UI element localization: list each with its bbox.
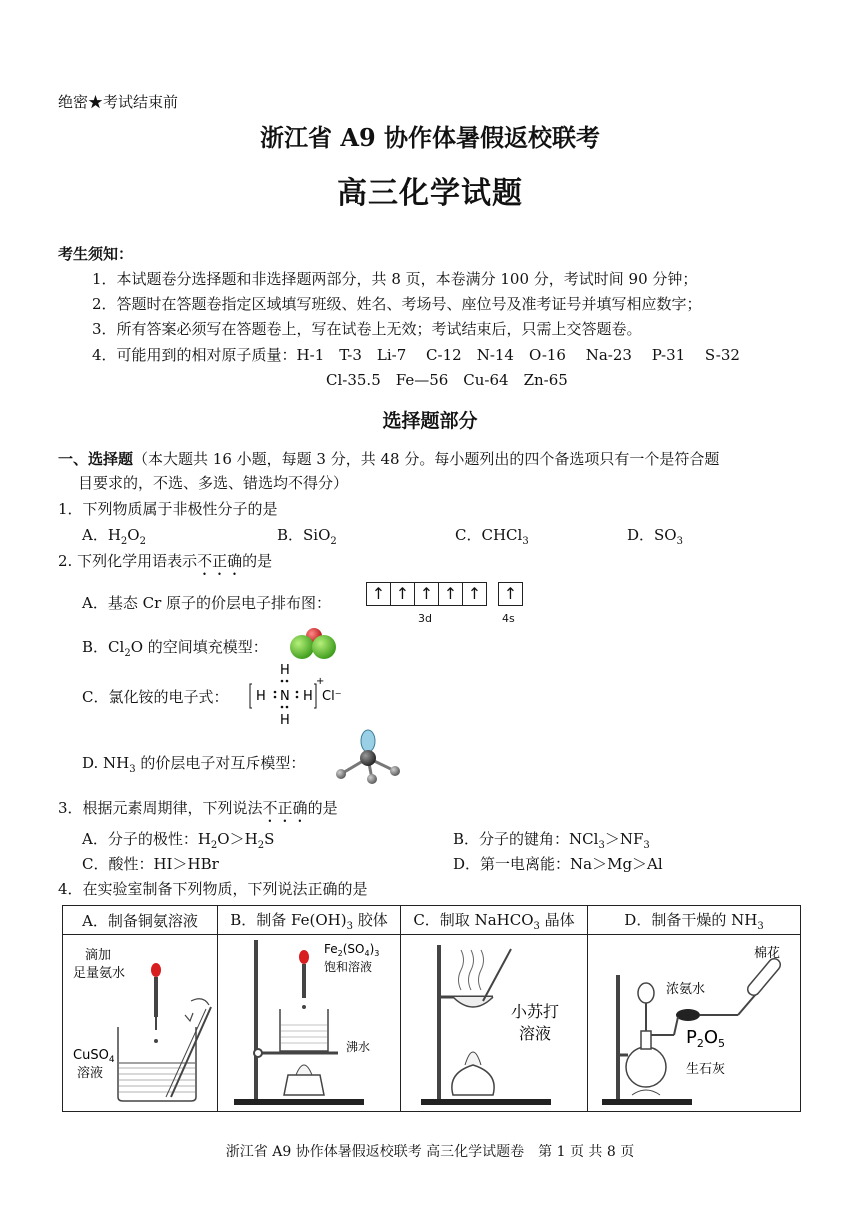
- lab-apparatus-table: [62, 905, 801, 1112]
- q2-b-t2: O 的空间填充模型：: [130, 638, 268, 656]
- iron-stand-rod: [437, 945, 441, 1101]
- orbital-box: ↑: [415, 583, 439, 605]
- q3-a-s2: 2: [257, 840, 265, 851]
- q3-b-s2: 3: [643, 840, 650, 851]
- label-fe2so43: $Fe_2(SO_4)_3$: [324, 942, 380, 958]
- q3-option-c: C．酸性：HI＞HBr: [82, 855, 219, 873]
- steam: [459, 950, 484, 990]
- notice-item-3: 3．所有答案必须写在答题卷上，写在试卷上无效；考试结束后，只需上交答题卷。: [92, 320, 642, 338]
- nh4cl-electron-formula: [246, 660, 356, 728]
- q3-a-t2: O＞H: [217, 830, 258, 848]
- q1-c-t: C．CHCl: [455, 526, 523, 544]
- apparatus-c: [401, 935, 588, 1112]
- q3-option-d: D．第一电离能：Na＞Mg＞Al: [453, 855, 663, 873]
- exam-subtitle: 高三化学试题: [337, 176, 523, 211]
- separatory-funnel: [638, 983, 654, 1003]
- dropper-bulb: [299, 950, 309, 964]
- q2-option-b: [82, 636, 268, 659]
- q3-stem-pre: 3．根据元素周期律，下列说法: [58, 799, 263, 817]
- apparatus-c-drawing: [401, 935, 587, 1107]
- h-right: H: [303, 689, 313, 704]
- col-b-s: 3: [346, 920, 353, 932]
- glass-rod: [483, 949, 511, 1001]
- q3-b-t1: B．分子的键角：NCl: [453, 830, 599, 848]
- q1-a-s2: 2: [139, 536, 146, 547]
- charge-plus: +: [316, 676, 325, 687]
- orbital-box: ↑: [467, 584, 482, 603]
- part1-desc-2: 目要求的，不选、多选、错选均不得分）: [78, 474, 349, 492]
- q2-option-a: A．基态 Cr 原子的价层电子排布图：: [82, 594, 332, 612]
- exam-title: 浙江省 A9 协作体暑假返校联考: [259, 123, 601, 152]
- q1-a-t1: A．H: [82, 526, 121, 544]
- q2-stem-emph: 不正确: [197, 552, 243, 570]
- hydrogen-atom: [390, 766, 400, 776]
- alcohol-lamp: [452, 1065, 494, 1095]
- label-ammonia: 足量氨水: [73, 966, 126, 981]
- apparatus-d-drawing: [588, 935, 800, 1107]
- hydrogen-atom: [367, 774, 377, 784]
- q1-d-t: D．SO: [627, 526, 677, 544]
- q3-a-s1: 2: [210, 840, 218, 851]
- chloride-ion: Cl⁻: [322, 689, 342, 704]
- q1-option-a: [82, 524, 146, 547]
- col-c-t2: 晶体: [539, 910, 575, 929]
- notice-item-1: 1．本试题卷分选择题和非选择题两部分，共 8 页，本卷满分 100 分，考试时间 90 分钟；: [92, 270, 698, 288]
- cl2o-space-filling-model: [288, 626, 340, 662]
- chlorine-atom: [290, 635, 314, 659]
- q2-stem: [58, 550, 272, 579]
- h-left: H: [256, 689, 266, 704]
- q1-b-s: 2: [330, 536, 337, 547]
- orbital-label-3d: 3d: [418, 612, 432, 625]
- q3-a-t1: A．分子的极性：H: [82, 830, 211, 848]
- col-b-t1: B．制备 Fe(OH): [230, 910, 347, 929]
- notice-item-4-cont: Cl-35.5 Fe—56 Cu-64 Zn-65: [326, 371, 568, 389]
- drying-tube: [676, 1009, 700, 1021]
- col-b-t2: 胶体: [352, 910, 388, 929]
- flame: [296, 1065, 312, 1075]
- nh3-vsepr-model: [332, 728, 404, 784]
- q3-b-s1: 3: [598, 840, 605, 851]
- q3-option-b: [453, 828, 650, 851]
- iron-stand-base: [602, 1099, 692, 1105]
- q2-d-s: 3: [129, 764, 136, 775]
- q2-stem-post: 的是: [242, 552, 273, 570]
- q2-b-s: 2: [124, 648, 131, 659]
- part1-heading: [58, 448, 719, 469]
- orbital-box: ↑: [391, 583, 415, 605]
- cr-orbital-diagram: [366, 582, 536, 628]
- label-cotton: 棉花: [754, 946, 781, 961]
- section-title: 选择题部分: [382, 410, 478, 432]
- beaker: [118, 1027, 196, 1101]
- orbital-3d: [366, 582, 487, 606]
- q1-a-s1: 2: [120, 536, 128, 547]
- glass-rod: [171, 1007, 211, 1097]
- q1-option-d: [627, 524, 683, 547]
- q1-stem: 1．下列物质属于非极性分子的是: [58, 500, 278, 518]
- q1-b-t: B．SiO: [277, 526, 331, 544]
- notice-title: 考生须知：: [58, 245, 134, 263]
- q2-d-t2: 的价层电子对互斥模型：: [135, 754, 306, 772]
- label-quicklime: 生石灰: [686, 1062, 726, 1077]
- orbital-box: ↑: [367, 583, 391, 605]
- hydrogen-atom: [336, 769, 346, 779]
- col-c-s: 3: [533, 920, 540, 932]
- n-center: N: [280, 689, 290, 704]
- iron-stand-base: [234, 1099, 364, 1105]
- label-boiling-water: 沸水: [346, 1040, 371, 1054]
- dropper-tube: [154, 977, 158, 1017]
- q1-c-s: 3: [522, 536, 529, 547]
- col-header-b: [218, 906, 401, 935]
- col-header-a: A．制备铜氨溶液: [63, 906, 218, 935]
- q4-stem: 4．在实验室制备下列物质，下列说法正确的是: [58, 880, 368, 898]
- h-bottom: H: [280, 713, 290, 728]
- beaker: [280, 1009, 328, 1051]
- label-solution: 溶液: [77, 1066, 104, 1081]
- label-solution: 溶液: [519, 1024, 552, 1043]
- q2-stem-pre: 2. 下列化学用语表示: [58, 552, 198, 570]
- q2-option-c: C．氯化铵的电子式：: [82, 688, 229, 706]
- q2-option-d: [82, 752, 305, 775]
- q3-stem: [58, 797, 338, 826]
- apparatus-b-drawing: [218, 935, 400, 1107]
- q3-a-t3: S: [264, 830, 275, 848]
- apparatus-d: [588, 935, 801, 1112]
- col-d-s: 3: [757, 920, 764, 932]
- orbital-4s: [498, 582, 523, 606]
- iron-stand-rod: [254, 940, 258, 1100]
- q2-d-t1: D. NH: [82, 754, 130, 772]
- flame: [465, 1052, 481, 1065]
- iron-stand-base: [421, 1099, 551, 1105]
- part1-heading-bold: 一、选择题: [58, 450, 134, 468]
- label-baking-soda: 小苏打: [511, 1002, 560, 1021]
- col-header-d: [588, 906, 801, 935]
- q1-option-c: [455, 524, 529, 547]
- apparatus-a: [63, 935, 218, 1112]
- q3-b-t2: ＞NF: [604, 830, 644, 848]
- notice-item-4: 4．可能用到的相对原子质量：H-1 T-3 Li-7 C-12 N-14 O-16 Na-23 P-31 S-32: [92, 346, 740, 364]
- orbital-box: ↑: [503, 584, 518, 603]
- col-header-c: [401, 906, 588, 935]
- dropper-bulb: [151, 963, 161, 977]
- orbital-label-4s: 4s: [502, 612, 515, 625]
- q3-stem-emph: 不正确: [262, 799, 308, 817]
- chlorine-atom: [312, 635, 336, 659]
- label-add: 滴加: [85, 948, 112, 963]
- q3-stem-post: 的是: [307, 799, 338, 817]
- h-top: H: [280, 663, 290, 678]
- label-p2o5: $P_2O_5$: [686, 1027, 726, 1050]
- apparatus-a-drawing: [63, 935, 217, 1107]
- apparatus-b: [218, 935, 401, 1112]
- nitrogen-atom: [360, 750, 376, 766]
- col-c-t1: C．制取 NaHCO: [413, 910, 534, 929]
- q1-option-b: [277, 524, 337, 547]
- alcohol-lamp: [284, 1075, 324, 1095]
- label-conc-ammonia: 浓氨水: [666, 982, 706, 997]
- lone-pair-lobe: [361, 730, 375, 752]
- iron-stand-rod: [616, 975, 620, 1101]
- collection-tube: [745, 956, 782, 997]
- notice-item-2: 2．答题时在答题卷指定区域填写班级、姓名、考场号、座位号及准考证号并填写相应数字；: [92, 295, 702, 313]
- part1-desc-1: （本大题共 16 小题，每题 3 分，共 48 分。每小题列出的四个备选项只有一个是符合题: [133, 450, 720, 468]
- confidential-mark: 绝密★考试结束前: [58, 93, 179, 111]
- q1-a-t2: O: [127, 526, 140, 544]
- q3-option-a: [82, 828, 274, 851]
- q1-d-s: 3: [676, 536, 683, 547]
- orbital-box: ↑: [439, 583, 463, 605]
- round-flask: [626, 1047, 666, 1087]
- evaporating-dish: [453, 997, 493, 1007]
- label-saturated: 饱和溶液: [324, 960, 373, 974]
- label-cuso4: CuSO$_4$: [73, 1048, 115, 1065]
- page-footer: 浙江省 A9 协作体暑假返校联考 高三化学试题卷 第 1 页 共 8 页: [225, 1144, 635, 1160]
- q2-b-t1: B．Cl: [82, 638, 125, 656]
- col-d-t1: D．制备干燥的 NH: [624, 910, 758, 929]
